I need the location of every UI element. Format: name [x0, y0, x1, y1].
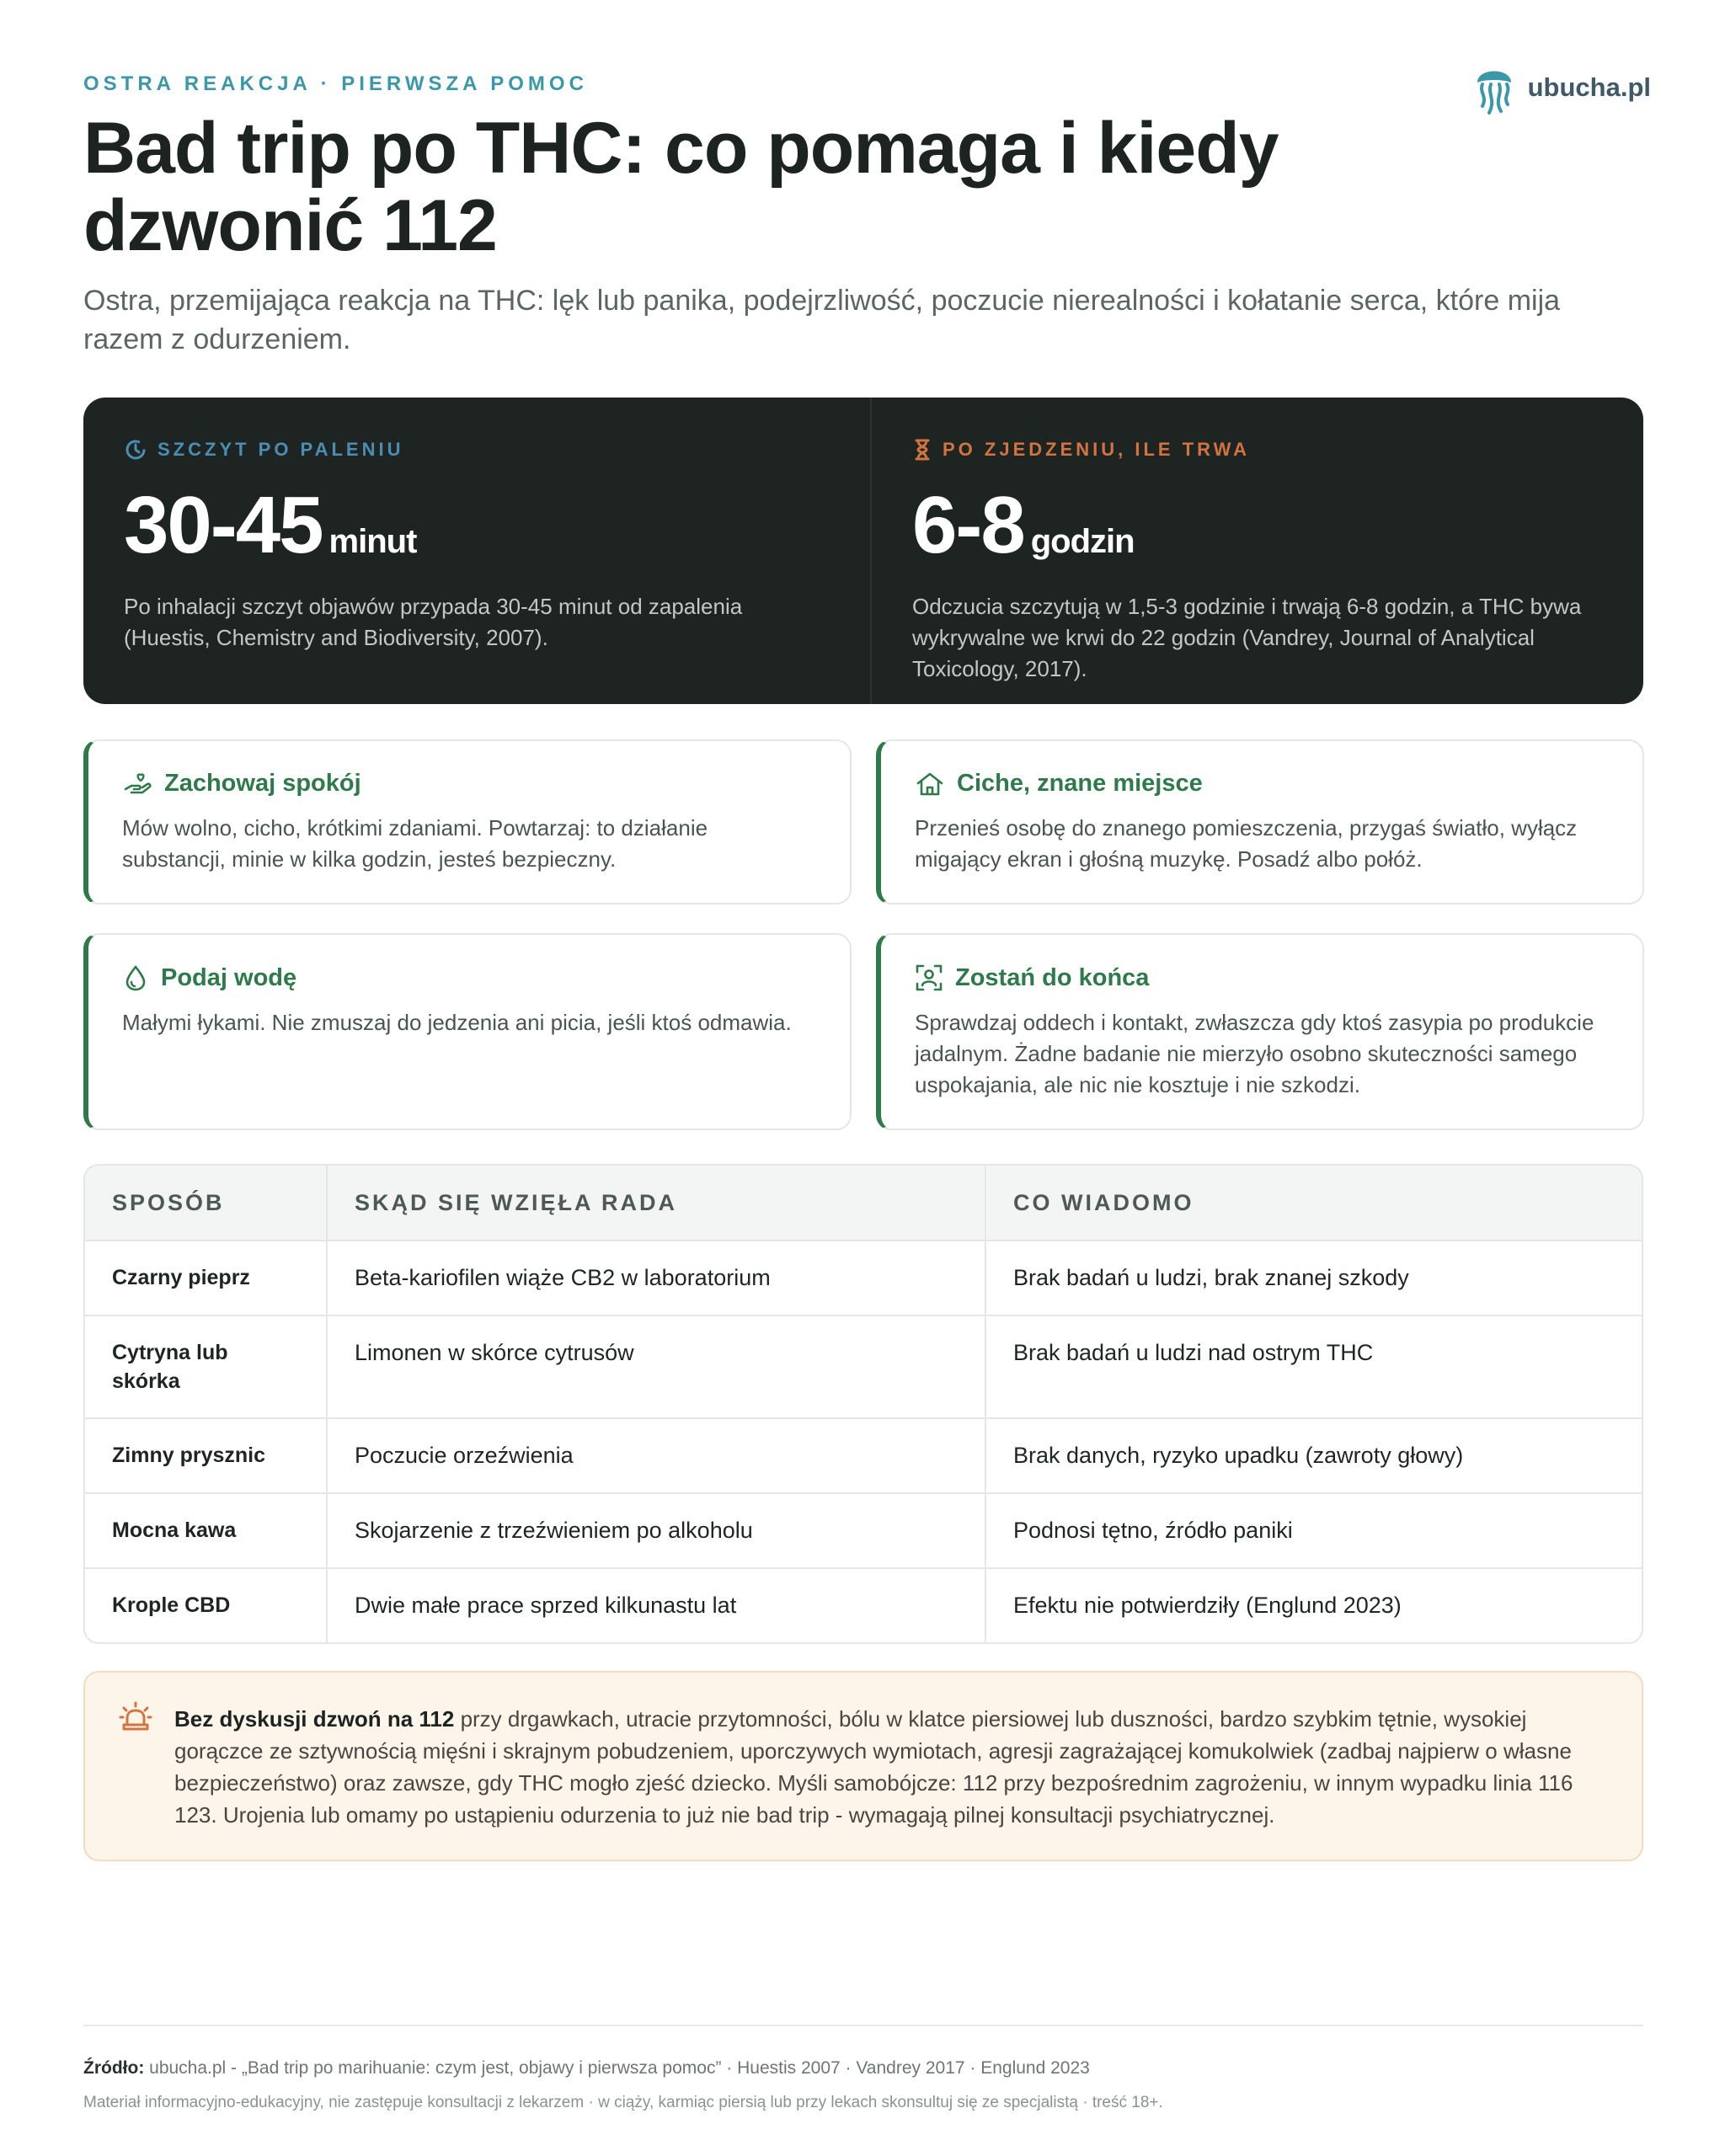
card-text: Mów wolno, cicho, krótkimi zdaniami. Powtarzaj: to działanie substancji, minie w kilka godzin, jesteś bezpieczny.: [122, 815, 708, 872]
stat-unit: minut: [328, 523, 417, 560]
table-header: CO WIADOMO: [985, 1166, 1642, 1240]
card-text: Sprawdzaj oddech i kontakt, zwłaszcza gdy ktoś zasypia po produkcie jadalnym. Żadne badanie nie mierzyło osobno skuteczności samego uspokajania, ale nic nie kosztuje i nie szkodzi.: [915, 1010, 1594, 1097]
stat-description: Po inhalacji szczyt objawów przypada 30-45 minut od zapalenia (Huestis, Chemistry and Biodiversity, 2007).: [124, 594, 743, 650]
card-stay-calm: [83, 739, 852, 905]
alert-body: przy drgawkach, utracie przytomności, bólu w klatce piersiowej lub duszności, bardzo szybkim tętnie, wysokiej gorączce ze sztywnością mięśni i skrajnym pobudzeniem, uporczywych wymiotach, agresji zagrażającej komukolwiek (zadbaj najpierw o własne bezpieczeństwo) oraz zawsze, gdy THC mogło zjeść dziecko. Myśli samobójcze: 112 przy bezpośrednim zagrożeniu, w innym wypadku linia 116 123. Urojenia lub omamy po ustąpieniu odurzenia to już nie bad trip - wymagają pilnej konsultacji psychiatrycznej.: [174, 1706, 1573, 1828]
brand-logo[interactable]: [1471, 57, 1651, 118]
stat-value: 6-8: [912, 480, 1024, 570]
table-cell: Zimny prysznic: [112, 1444, 265, 1467]
water-drop-icon: [122, 963, 149, 992]
stat-edible-duration: [870, 398, 1643, 704]
disclaimer: Materiał informacyjno-edukacyjny, nie zastępuje konsultacji z lekarzem · w ciąży, karmiąc piersią lub przy lekach skonsultuj się ze specjalistą · treść 18+.: [83, 2094, 1163, 2111]
person-focus-icon: [915, 963, 943, 992]
table-row: [85, 1315, 1642, 1417]
hourglass-icon: [912, 438, 932, 462]
card-text: Małymi łykami. Nie zmuszaj do jedzenia ani picia, jeśli ktoś odmawia.: [122, 1010, 792, 1035]
siren-icon: [119, 1701, 152, 1733]
table-header: SKĄD SIĘ WZIĘŁA RADA: [326, 1166, 985, 1240]
table-cell: Brak badań u ludzi nad ostrym THC: [985, 1316, 1642, 1417]
hand-heart-icon: [122, 771, 152, 798]
stats-panel: [83, 398, 1643, 704]
alert-text: [174, 1703, 1605, 1831]
table-cell: Dwie małe prace sprzed kilkunastu lat: [326, 1569, 985, 1642]
table-row: [85, 1240, 1642, 1315]
table-row: [85, 1567, 1642, 1642]
table-cell: Limonen w skórce cytrusów: [326, 1316, 985, 1417]
card-text: Przenieś osobę do znanego pomieszczenia, przygaś światło, wyłącz migający ekran i głośną muzykę. Posadź albo połóż.: [915, 815, 1578, 872]
card-give-water: [83, 933, 852, 1130]
stat-unit: godzin: [1030, 523, 1135, 560]
card-title: Zachowaj spokój: [164, 770, 361, 797]
kicker: OSTRA REAKCJA · PIERWSZA POMOC: [83, 72, 588, 95]
table-cell: Skojarzenie z trzeźwieniem po alkoholu: [326, 1494, 985, 1567]
card-title: Ciche, znane miejsce: [957, 770, 1203, 797]
table-cell: Czarny pieprz: [112, 1266, 250, 1289]
alert-lead: Bez dyskusji dzwoń na 112: [174, 1706, 455, 1732]
table-header-row: [85, 1166, 1642, 1240]
table-cell: Cytryna lub skórka: [112, 1341, 228, 1393]
table-cell: Mocna kawa: [112, 1518, 237, 1542]
jellyfish-logo-icon: [1471, 57, 1518, 118]
stat-description: Odczucia szczytują w 1,5-3 godzinie i trwają 6-8 godzin, a THC bywa wykrywalne we krwi do 22 godzin (Vandrey, Journal of Analytical Toxicology, 2017).: [912, 594, 1582, 681]
table-cell: Podnosi tętno, źródło paniki: [985, 1494, 1642, 1567]
source-line: [83, 2058, 1090, 2079]
card-title: Zostań do końca: [955, 963, 1150, 991]
stat-value: 30-45: [124, 480, 323, 570]
stat-smoking-peak: [83, 398, 870, 704]
table-row: [85, 1492, 1642, 1567]
card-title: Podaj wodę: [161, 963, 297, 991]
table-cell: Poczucie orzeźwienia: [326, 1419, 985, 1492]
table-cell: Brak danych, ryzyko upadku (zawroty głowy): [985, 1419, 1642, 1492]
home-icon: [915, 771, 945, 798]
emergency-alert: [83, 1671, 1643, 1861]
table-cell: Krople CBD: [112, 1593, 231, 1617]
source-text: ubucha.pl - „Bad trip po marihuanie: czym jest, objawy i pierwsza pomoc” · Huestis 2007 · Vandrey 2017 · Englund 2023: [144, 2058, 1090, 2078]
footer-divider: [83, 2025, 1643, 2026]
table-cell: Efektu nie potwierdziły (Englund 2023): [985, 1569, 1642, 1642]
card-stay-until-end: [876, 933, 1644, 1130]
brand-name: ubucha.pl: [1527, 72, 1651, 102]
table-cell: Brak badań u ludzi, brak znanej szkody: [985, 1241, 1642, 1315]
stat-label: PO ZJEDZENIU, ILE TRWA: [943, 439, 1251, 460]
card-quiet-place: [876, 739, 1644, 905]
table-cell: Beta-kariofilen wiąże CB2 w laboratorium: [326, 1241, 985, 1315]
stat-label: SZCZYT PO PALENIU: [158, 439, 404, 460]
table-header: SPOSÓB: [112, 1189, 225, 1215]
source-label: Źródło:: [83, 2058, 145, 2078]
table-row: [85, 1417, 1642, 1492]
page-subtitle: Ostra, przemijająca reakcja na THC: lęk lub panika, podejrzliwość, poczucie nierealności i kołatanie serca, które mija razem z odurzeniem.: [83, 285, 1561, 355]
page-title: Bad trip po THC: co pomaga i kiedy dzwonić 112: [83, 108, 1279, 266]
remedies-table: [83, 1164, 1643, 1644]
clock-icon: [124, 438, 147, 462]
